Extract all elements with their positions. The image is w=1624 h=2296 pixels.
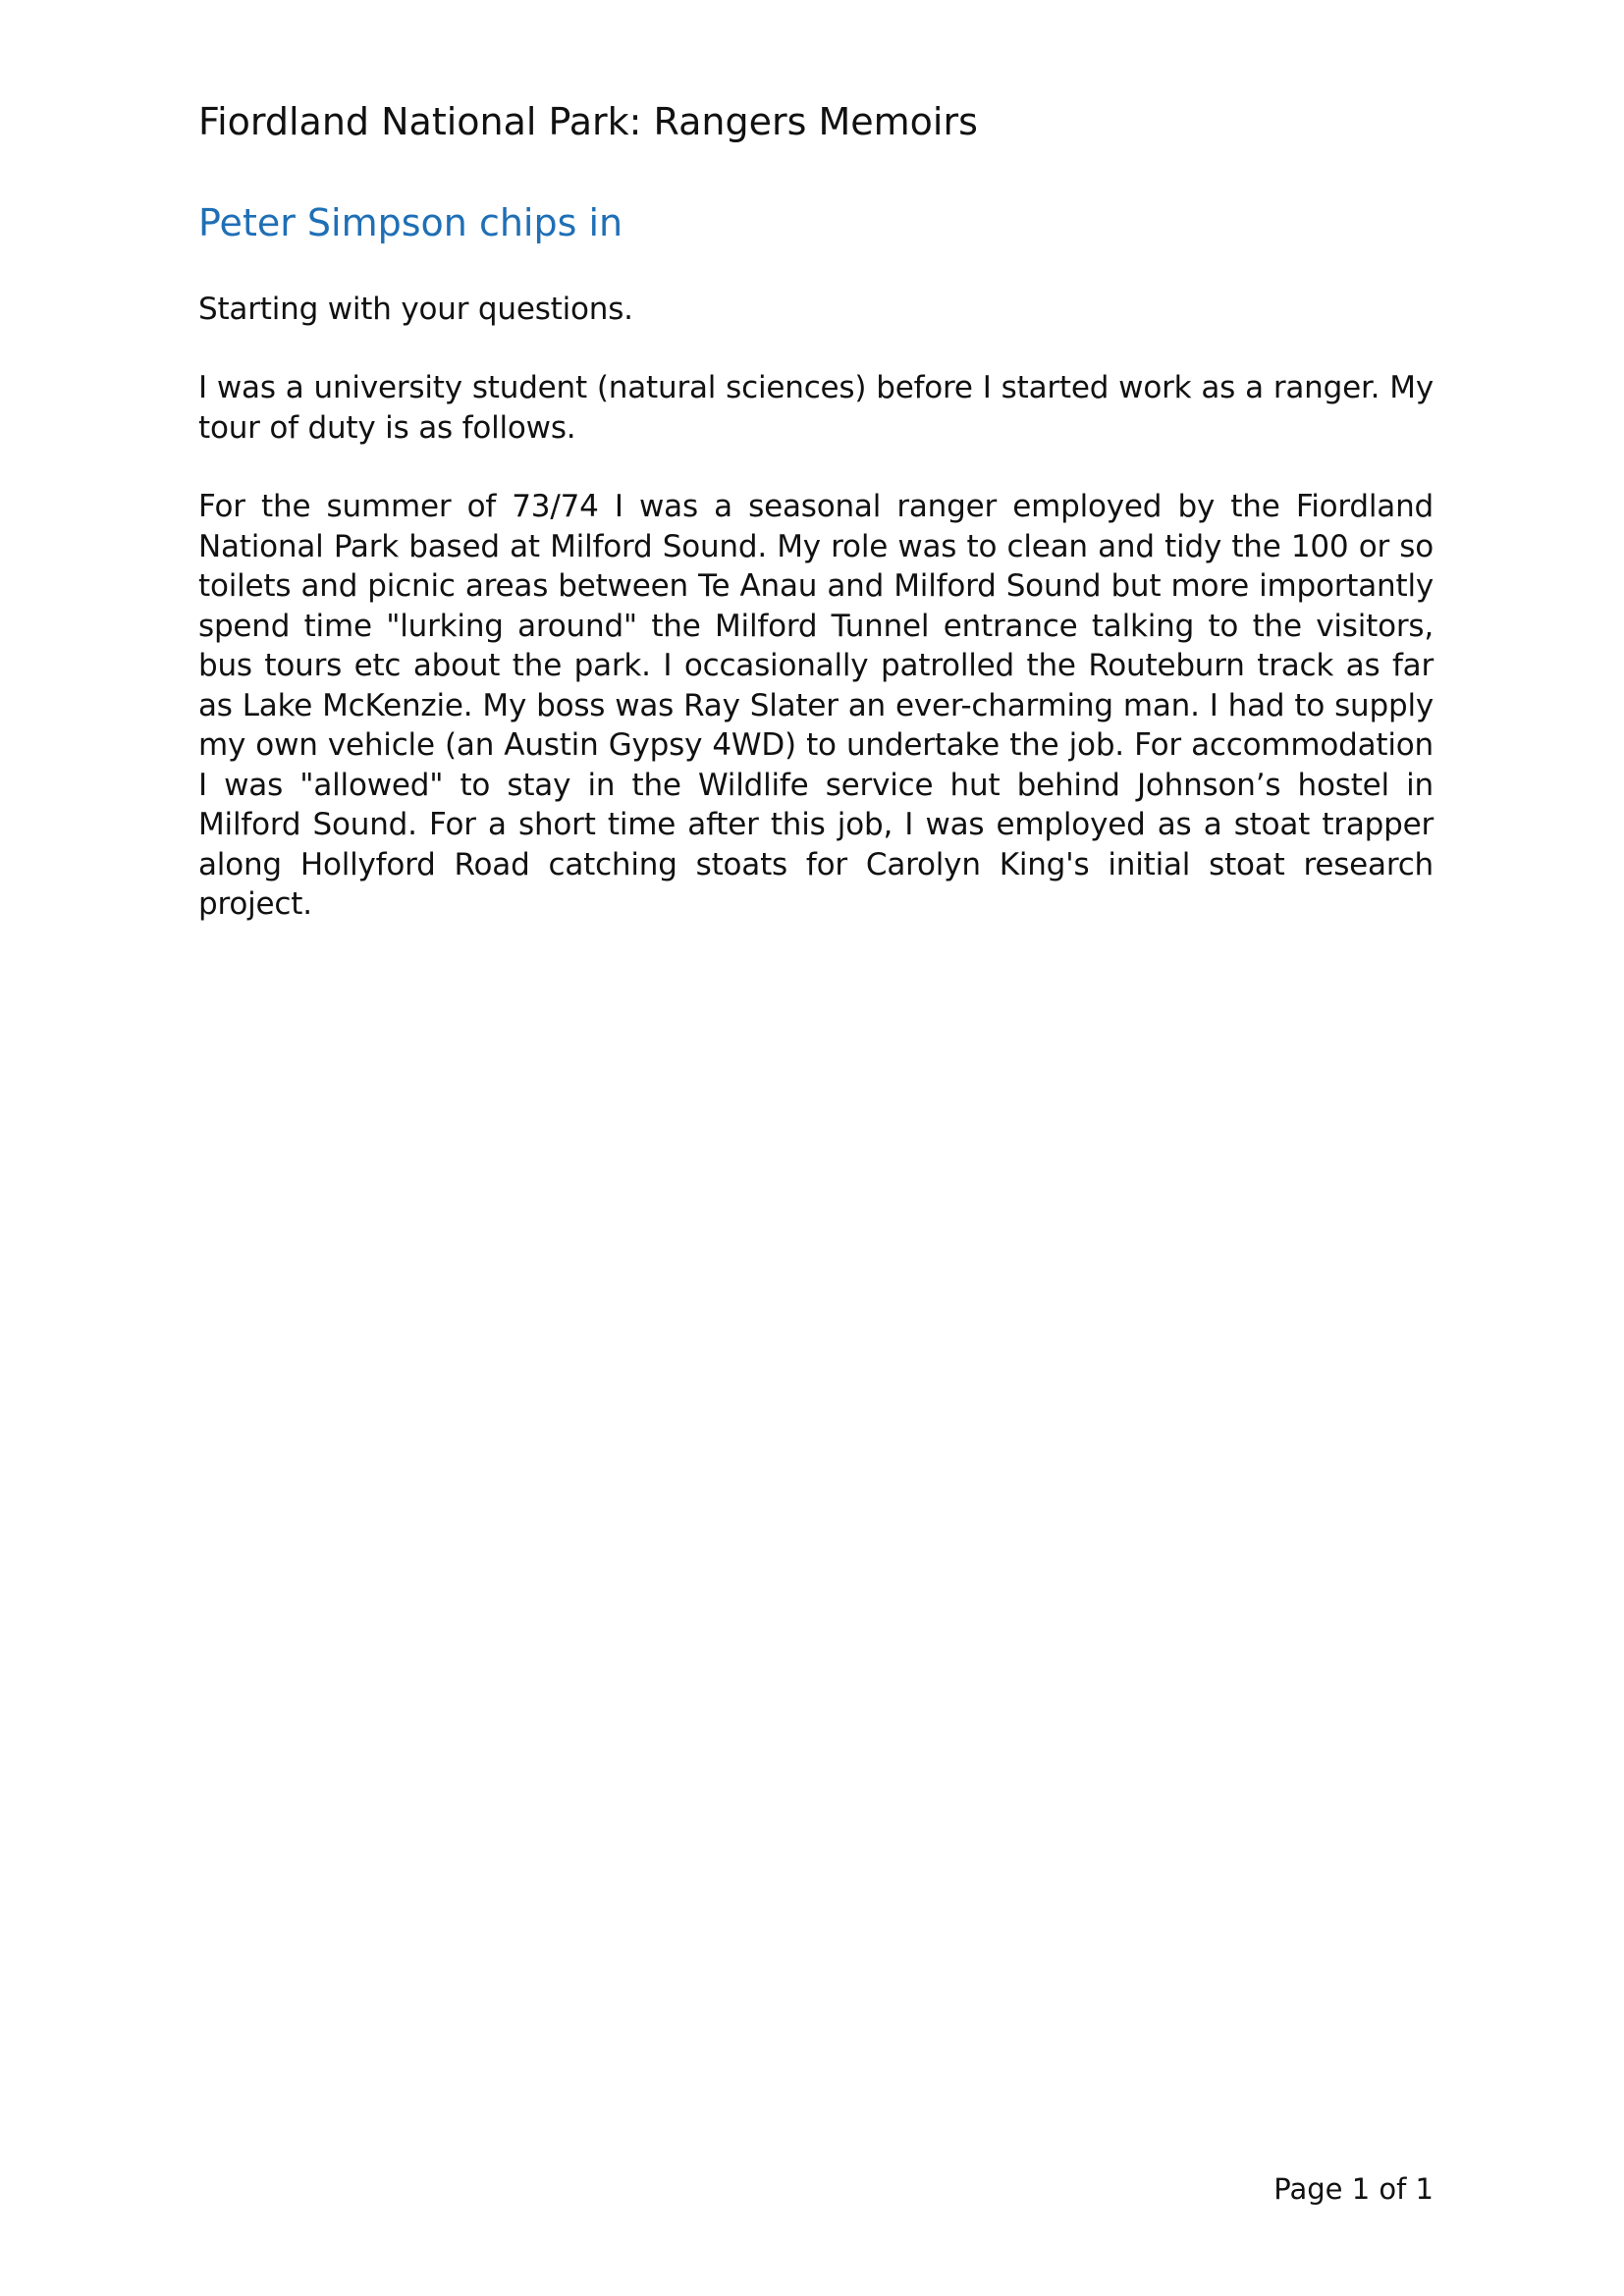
paragraph-intro: Starting with your questions. (198, 292, 633, 327)
document-header-title: Fiordland National Park: Rangers Memoirs (198, 100, 978, 143)
page-number: Page 1 of 1 (1273, 2172, 1434, 2206)
paragraph-tour-of-duty: For the summer of 73/74 I was a seasonal ranger employed by the Fiordland National Park based at Milford Sound. My role was to clean and tidy the 100 or so toilets and picnic areas between Te Anau and Milford Sound but more importantly spend time "lurking around" the Milford Tunnel entrance talking to the visitors, bus tours etc about the park. I occasionally patrolled the Routeburn track as far as Lake McKenzie. My boss was Ray Slater an ever-charming man. I had to supply my own vehicle (an Austin Gypsy 4WD) to undertake the job. For accommodation I was "allowed" to stay in the Wildlife service hut behind Johnson’s hostel in Milford Sound. For a short time after this job, I was employed as a stoat trapper along Hollyford Road catching stoats for Carolyn King's initial stoat research project. (198, 489, 1434, 922)
section-title: Peter Simpson chips in (198, 201, 623, 244)
paragraph-background: I was a university student (natural sciences) before I started work as a ranger. My tour of duty is as follows. (198, 370, 1434, 446)
